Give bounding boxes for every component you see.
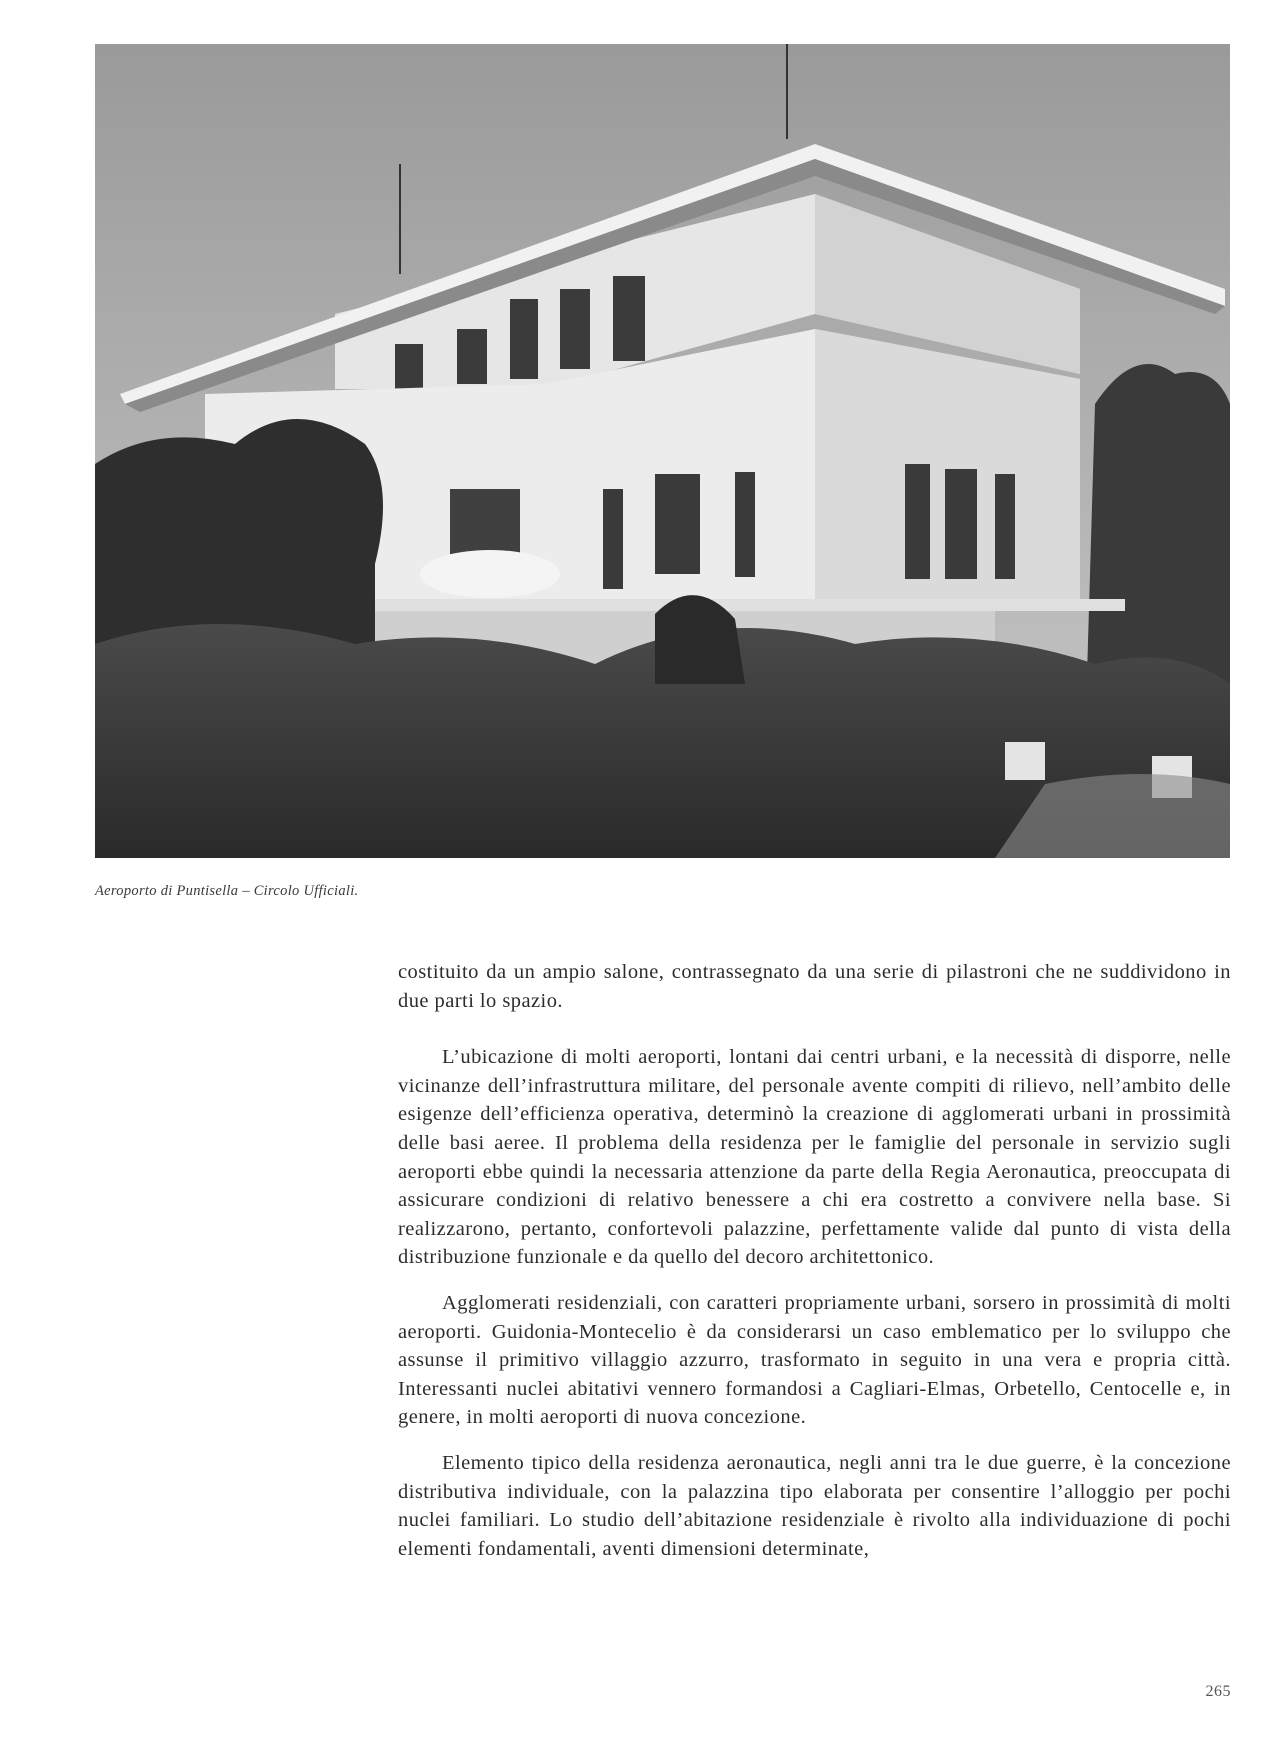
- paragraph: costituito da un ampio salone, contrassegnato da una serie di pilastroni che ne suddividono in due parti lo spazio.: [398, 961, 1231, 1012]
- building-photo: [95, 44, 1230, 858]
- page-number: 265: [1205, 1683, 1231, 1700]
- paragraph: L’ubicazione di molti aeroporti, lontani dai centri urbani, e la necessità di disporre, nelle vicinanze dell’infrastruttura militare, del personale avente compiti di rilievo, nell’ambito delle esigenze dell’efficienza operativa, determinò la creazione di agglomerati urbani in prossimità delle basi aeree. Il problema della residenza per le famiglie del personale in servizio sugli aeroporti ebbe quindi la necessaria attenzione da parte della Regia Aeronautica, preoccupata di assicurare condizioni di relativo benessere a chi era costretto a convivere nella base. Si realizzarono, pertanto, confortevoli palazzine, perfettamente valide dal punto di vista della distribuzione funzionale e da quello del decoro architettonico.: [398, 1046, 1231, 1269]
- photo-caption: Aeroporto di Puntisella – Circolo Ufficiali.: [95, 883, 359, 899]
- paragraph: Elemento tipico della residenza aeronautica, negli anni tra le due guerre, è la concezione distributiva individuale, con la palazzina tipo elaborata per consentire l’alloggio per pochi nuclei familiari. Lo studio dell’abitazione residenziale è rivolto alla individuazione di pochi elementi fondamentali, aventi dimensioni determinate,: [398, 1451, 1231, 1560]
- body-text: [398, 958, 1231, 1563]
- paragraph: Agglomerati residenziali, con caratteri propriamente urbani, sorsero in prossimità di molti aeroporti. Guidonia-Montecelio è da considerarsi un caso emblematico per lo sviluppo che assunse il primitivo villaggio azzurro, trasformato in seguito in una vera e propria città. Interessanti nuclei abitativi vennero formandosi a Cagliari-Elmas, Orbetello, Centocelle e, in genere, in molti aeroporti di nuova concezione.: [398, 1291, 1231, 1429]
- building-photo-icon: [95, 44, 1230, 858]
